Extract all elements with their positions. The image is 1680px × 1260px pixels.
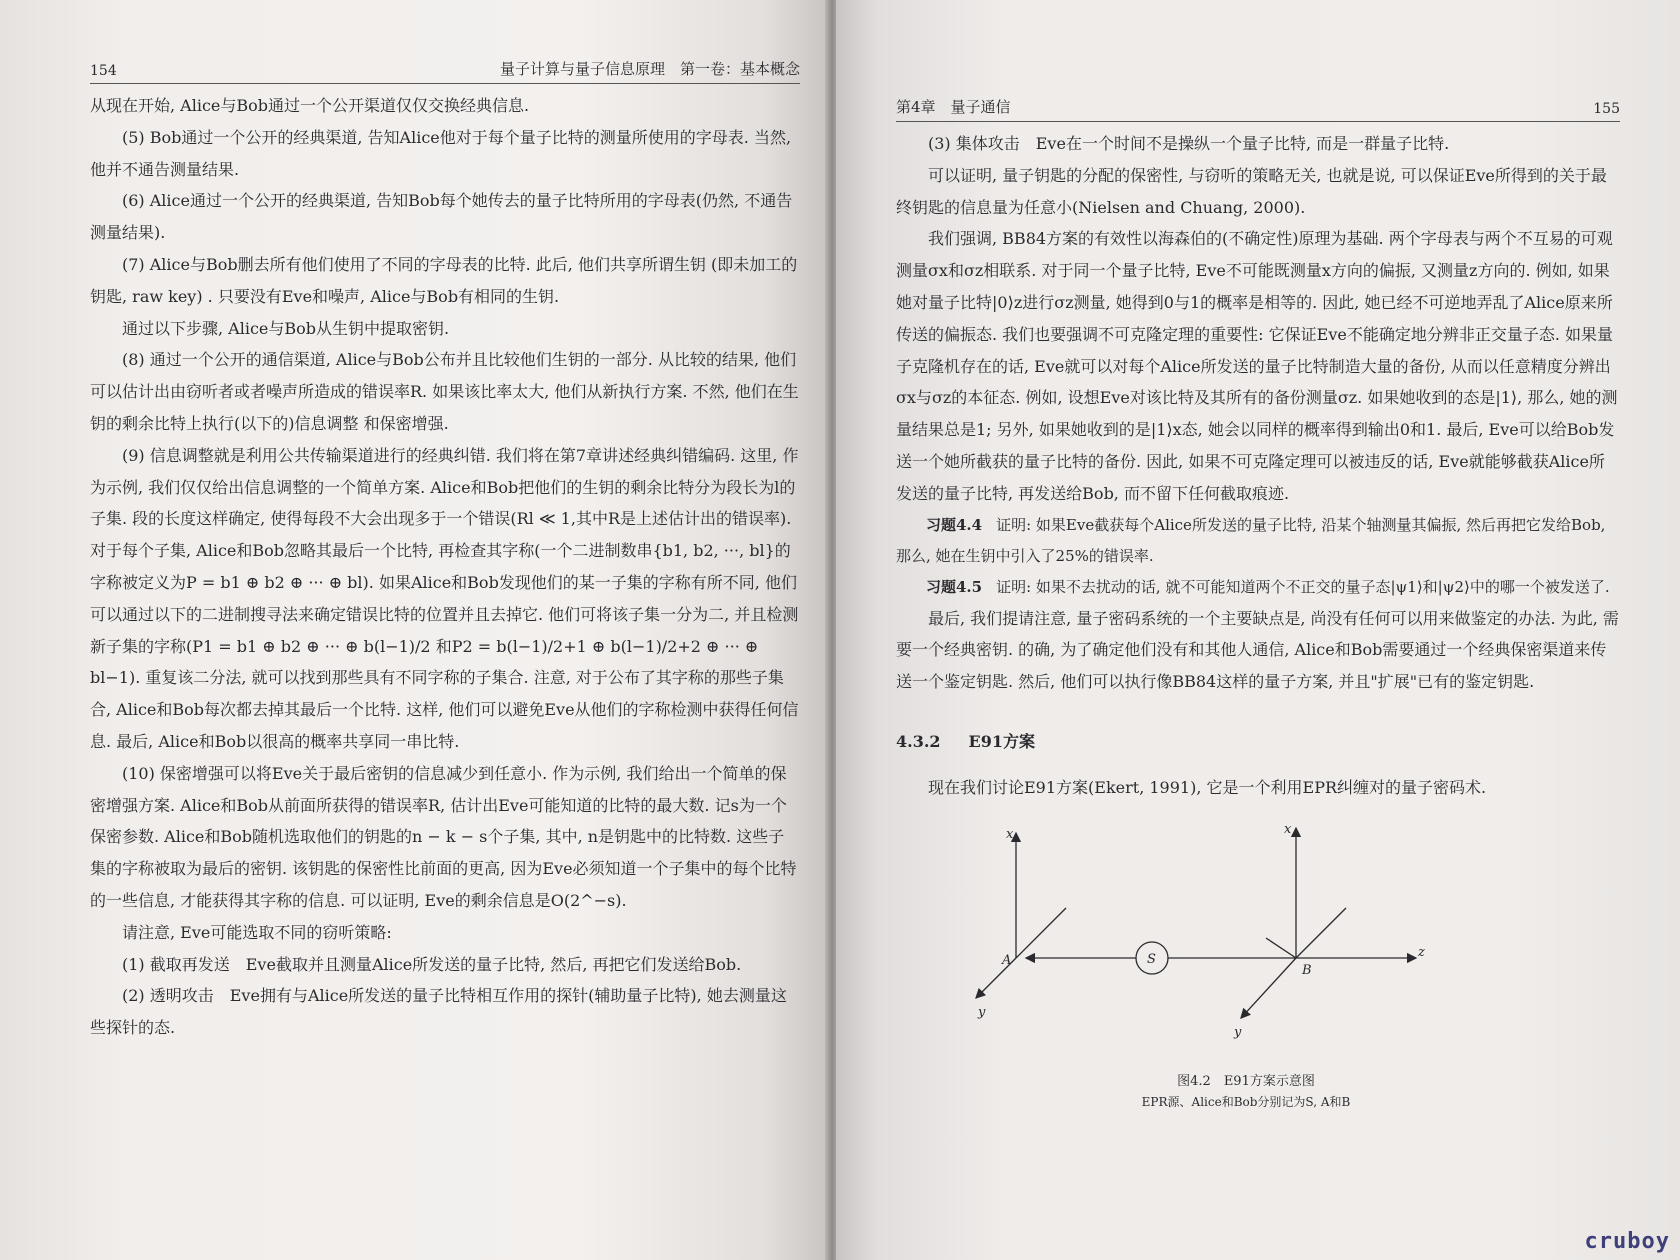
figure-caption: 图4.2 E91方案示意图 bbox=[1177, 1073, 1315, 1089]
running-title: 第4章 量子通信 bbox=[896, 98, 1011, 116]
label-b: B bbox=[1302, 962, 1312, 978]
paragraph: (6) Alice通过一个公开的经典渠道, 告知Bob每个她传去的量子比特所用的字母表(仍然, 不通告测量结果). bbox=[90, 191, 793, 243]
bob-link bbox=[1266, 938, 1296, 958]
section-heading bbox=[896, 726, 1620, 758]
section-title: E91方案 bbox=[968, 731, 1036, 751]
watermark: cruboy bbox=[1584, 1229, 1670, 1254]
label-y-right: y bbox=[1234, 1024, 1242, 1040]
label-a: A bbox=[1002, 952, 1012, 968]
paragraph: 可以证明, 量子钥匙的分配的保密性, 与窃听的策略无关, 也就是说, 可以保证Eve所得到的关于最终钥匙的信息量为任意小(Nielsen and Chuang, 2000). bbox=[896, 165, 1607, 217]
paragraph: (10) 保密增强可以将Eve关于最后密钥的信息减少到任意小. 作为示例, 我们给出一个简单的保密增强方案. Alice和Bob从前面所获得的错误率R, 估计出Eve可能知道的比特的最大数. 记s为一个保密参数. Alice和Bob随机选取他们的钥匙的n − k − s个子集, 其中, n是钥匙中的比特数. 这些子集的字称被取为最后的密钥. 该钥匙的保密性比前面的更高, 因为Eve必须知道一个子集中的每个比特的一些信息, 才能获得其字称的信息. 可以证明, Eve的剩余信息是O(2^−s). bbox=[90, 763, 797, 910]
right-header bbox=[896, 96, 1620, 122]
e91-figure bbox=[966, 818, 1526, 1109]
left-page bbox=[0, 0, 830, 1260]
section-number: 4.3.2 bbox=[896, 731, 941, 751]
label-x-left: x bbox=[1006, 826, 1014, 842]
axis-y-left bbox=[1016, 908, 1066, 958]
axis-y-right bbox=[1296, 908, 1346, 958]
figure-subcaption: EPR源、Alice和Bob分别记为S, A和B bbox=[1141, 1094, 1351, 1109]
paragraph: 请注意, Eve可能选取不同的窃听策略: bbox=[122, 922, 392, 942]
label-x-right: x bbox=[1284, 821, 1292, 837]
right-page bbox=[836, 0, 1680, 1260]
page-number: 154 bbox=[90, 63, 117, 79]
exercise bbox=[896, 572, 1620, 603]
left-header bbox=[90, 58, 800, 84]
exercise-text: 证明: 如果Eve截获每个Alice所发送的量子比特, 沿某个轴测量其偏振, 然后再把它发给Bob, 那么, 她在生钥中引入了25%的错误率. bbox=[896, 515, 1606, 565]
paragraph: (7) Alice与Bob删去所有他们使用了不同的字母表的比特. 此后, 他们共享所谓生钥 (即未加工的钥匙, raw key) . 只要没有Eve和噪声, Alice与Bob有相同的生钥. bbox=[90, 254, 798, 306]
right-body bbox=[896, 128, 1620, 804]
running-title: 量子计算与量子信息原理 第一卷：基本概念 bbox=[499, 60, 800, 78]
paragraph: (9) 信息调整就是利用公共传输渠道进行的经典纠错. 我们将在第7章讲述经典纠错编码. 这里, 作为示例, 我们仅仅给出信息调整的一个简单方案. Alice和Bob把他们的生钥的剩余比特分为段长为l的子集. 段的长度这样确定, 使得每段不大会出现多于一个错误(Rl ≪ 1,其中R是上述估计出的错误率). 对于每个子集, Alice和Bob忽略其最后一个比特, 再检查其字称(一个二进制数串{b1, b2, ···, bl}的字称被定义为P = b1 ⊕ b2 ⊕ ··· ⊕ bl). 如果Alice和Bob发现他们的某一子集的字称有所不同, 他们可以通过以下的二进制搜寻法来确定错误比特的位置并且去掉它. 他们可将该子集一分为二, 并且检测新子集的字称(P1 = b1 ⊕ b2 ⊕ ··· ⊕ b(l−1)/2 和P2 = b(l−1)/2+1 ⊕ b(l−1)/2+2 ⊕ ··· ⊕ bl−1). 重复该二分法, 就可以找到那些具有不同字称的子集合. 注意, 对于公布了其字称的那些子集合, Alice和Bob每次都去掉其最后一个比特. 这样, 他们可以避免Eve从他们的字称检测中获得任何信息. 最后, Alice和Bob以很高的概率共享同一串比特. bbox=[90, 445, 799, 751]
exercise-label: 习题4.5 bbox=[926, 577, 983, 596]
left-body bbox=[90, 90, 800, 1044]
label-z: z bbox=[1418, 944, 1425, 960]
label-s: S bbox=[1147, 951, 1156, 967]
paragraph: (1) 截取再发送 Eve截取并且测量Alice所发送的量子比特, 然后, 再把它们发送给Bob. bbox=[122, 954, 742, 974]
axis-y-right-arrow bbox=[1241, 958, 1296, 1018]
e91-diagram bbox=[966, 818, 1526, 1058]
paragraph: 现在我们讨论E91方案(Ekert, 1991), 它是一个利用EPR纠缠对的量子密码术. bbox=[928, 777, 1487, 797]
paragraph: 我们强调, BB84方案的有效性以海森伯的(不确定性)原理为基础. 两个字母表与两个不互易的可观测量σx和σz相联系. 对于同一个量子比特, Eve不可能既测量x方向的偏振, 又测量z方向的. 例如, 如果她对量子比特|0⟩z进行σz测量, 她得到0与1的概率是相等的. 因此, 她已经不可逆地弄乱了Alice原来所传送的偏振态. 我们也要强调不可克隆定理的重要性: 它保证Eve不能确定地分辨非正交量子态. 如果量子克隆机存在的话, Eve就可以对每个Alice所发送的量子比特制造大量的备份, 从而以任意精度分辨出σx与σz的本征态. 例如, 设想Eve对该比特及其所有的备份测量σz. 如果她收到的态是|1⟩, 那么, 她的测量结果总是1; 另外, 如果她收到的是|1⟩x态, 她会以同样的概率得到输出0和1. 最后, Eve可以给Bob发送一个她所截获的量子比特的备份. 因此, 如果不可克隆定理可以被违反的话, Eve就能够截获Alice所发送的量子比特, 再发送给Bob, 而不留下任何截取痕迹. bbox=[896, 229, 1618, 503]
exercise-label: 习题4.4 bbox=[926, 515, 983, 534]
paragraph: 最后, 我们提请注意, 量子密码系统的一个主要缺点是, 尚没有任何可以用来做鉴定的办法. 为此, 需要一个经典密钥. 的确, 为了确定他们没有和其他人通信, Alice和Bob需要通过一个经典保密渠道来传送一个鉴定钥匙. 然后, 他们可以执行像BB84这样的量子方案, 并且"扩展"已有的鉴定钥匙. bbox=[896, 608, 1619, 692]
label-y-left: y bbox=[978, 1004, 986, 1020]
paragraph: (5) Bob通过一个公开的经典渠道, 告知Alice他对于每个量子比特的测量所使用的字母表. 当然, 他并不通告测量结果. bbox=[90, 127, 792, 179]
paragraph: (2) 透明攻击 Eve拥有与Alice所发送的量子比特相互作用的探针(辅助量子比特), 她去测量这些探针的态. bbox=[90, 986, 787, 1038]
paragraph: (3) 集体攻击 Eve在一个时间不是操纵一个量子比特, 而是一群量子比特. bbox=[928, 134, 1450, 153]
page-number: 155 bbox=[1593, 101, 1620, 117]
paragraph: 通过以下步骤, Alice与Bob从生钥中提取密钥. bbox=[122, 318, 450, 338]
exercise bbox=[896, 510, 1620, 572]
paragraph: (8) 通过一个公开的通信渠道, Alice与Bob公布并且比较他们生钥的一部分. 从比较的结果, 他们可以估计出由窃听者或者噪声所造成的错误率R. 如果该比率太大, 他们从新执行方案. 不然, 他们在生钥的剩余比特上执行(以下的)信息调整 和保密增强. bbox=[90, 350, 799, 433]
exercise-text: 证明: 如果不去扰动的话, 就不可能知道两个不正交的量子态|ψ1⟩和|ψ2⟩中的哪一个被发送了. bbox=[996, 577, 1610, 596]
paragraph: 从现在开始, Alice与Bob通过一个公开渠道仅仅交换经典信息. bbox=[90, 96, 530, 115]
